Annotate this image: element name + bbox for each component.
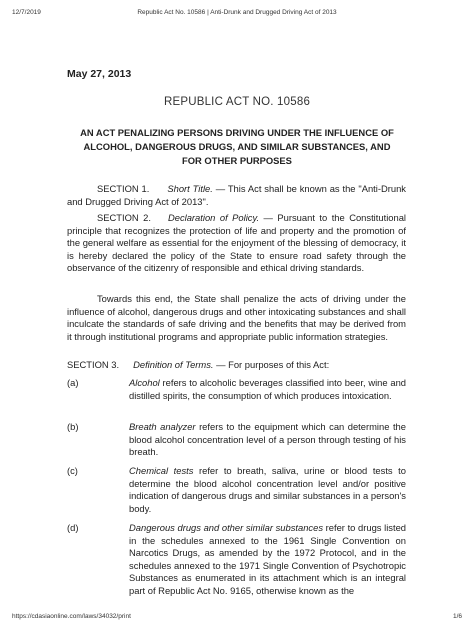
definition-text [129, 465, 406, 515]
section-3 [67, 359, 406, 372]
paragraph-text: Towards this end, the State shall penalize the acts of driving under the influence of alcohol, dangerous drugs and other intoxicating substances and shall inculcate the standards of safe driving and the benefits that may be derived from it through institutional programs and appropriate public information strategies. [67, 293, 406, 342]
section-heading: Short Title. [167, 183, 213, 194]
definition-body: refer to breath, saliva, urine or blood tests to determine the blood alcohol concentration level and/or positive indication of dangerous drugs and similar substances in a person's body. [129, 465, 406, 514]
definition-text [129, 377, 406, 402]
document-date: May 27, 2013 [67, 68, 132, 80]
section-text: — This Act shall be known as the "Anti-Drunk and Drugged Driving Act of 2013". [67, 183, 406, 207]
act-title: AN ACT PENALIZING PERSONS DRIVING UNDER THE INFLUENCE OF ALCOHOL, DANGEROUS DRUGS, AND SIMILAR SUBSTANCES, AND FOR OTHER PURPOSES [80, 127, 394, 166]
print-url: https://cdasiaonline.com/laws/34032/print [12, 613, 131, 620]
page-number: 1/6 [452, 613, 462, 620]
definition-term: Dangerous drugs and other similar substances [129, 522, 324, 533]
definition-term: Breath analyzer [129, 421, 196, 432]
definition-term: Alcohol [129, 377, 160, 388]
definition-body: refers to alcoholic beverages classified into beer, wine and distilled spirits, the consumption of which produces intoxication. [129, 377, 406, 401]
section-heading: Definition of Terms. [133, 359, 214, 370]
section-1 [67, 183, 406, 208]
section-heading: Declaration of Policy. [167, 212, 260, 223]
section-number: SECTION 1. [97, 183, 150, 194]
definition-term: Chemical tests [129, 465, 194, 476]
definition-letter: (a) [67, 377, 79, 388]
definition-letter: (c) [67, 465, 78, 476]
policy-paragraph [67, 293, 406, 343]
definition-body: refer to drugs listed in the schedules annexed to the 1961 Single Convention on Narcotics Drugs, as amended by the 1972 Protocol, and in the schedules annexed to the 1971 Single Convention of Psychotropic Substances as enumerated in its attachment which is an integral part of Republic Act No. 9165, otherwise known as the [129, 522, 406, 596]
print-date: 12/7/2019 [12, 9, 41, 16]
definition-letter: (d) [67, 522, 79, 533]
definition-letter: (b) [67, 421, 79, 432]
definition-text [129, 522, 406, 598]
section-2 [67, 212, 406, 275]
section-text: — Pursuant to the Constitutional principle that recognizes the protection of life and property and the promotion of the general welfare as essential for the enjoyment of the blessing of democracy, it is hereby declared the policy of the State to ensure road safety through the observance of the citizenry of responsible and ethical driving standards. [67, 212, 407, 274]
section-text: — For purposes of this Act: [213, 359, 330, 370]
definition-text [129, 421, 406, 459]
section-number: SECTION 3. [67, 359, 120, 370]
section-number: SECTION 2. [97, 212, 151, 223]
print-page-title: Republic Act No. 10586 | Anti-Drunk and Drugged Driving Act of 2013 [137, 9, 337, 16]
definition-body: refers to the equipment which can determine the blood alcohol concentration level of a person through testing of his breath. [129, 421, 406, 458]
act-number: REPUBLIC ACT NO. 10586 [163, 96, 311, 108]
